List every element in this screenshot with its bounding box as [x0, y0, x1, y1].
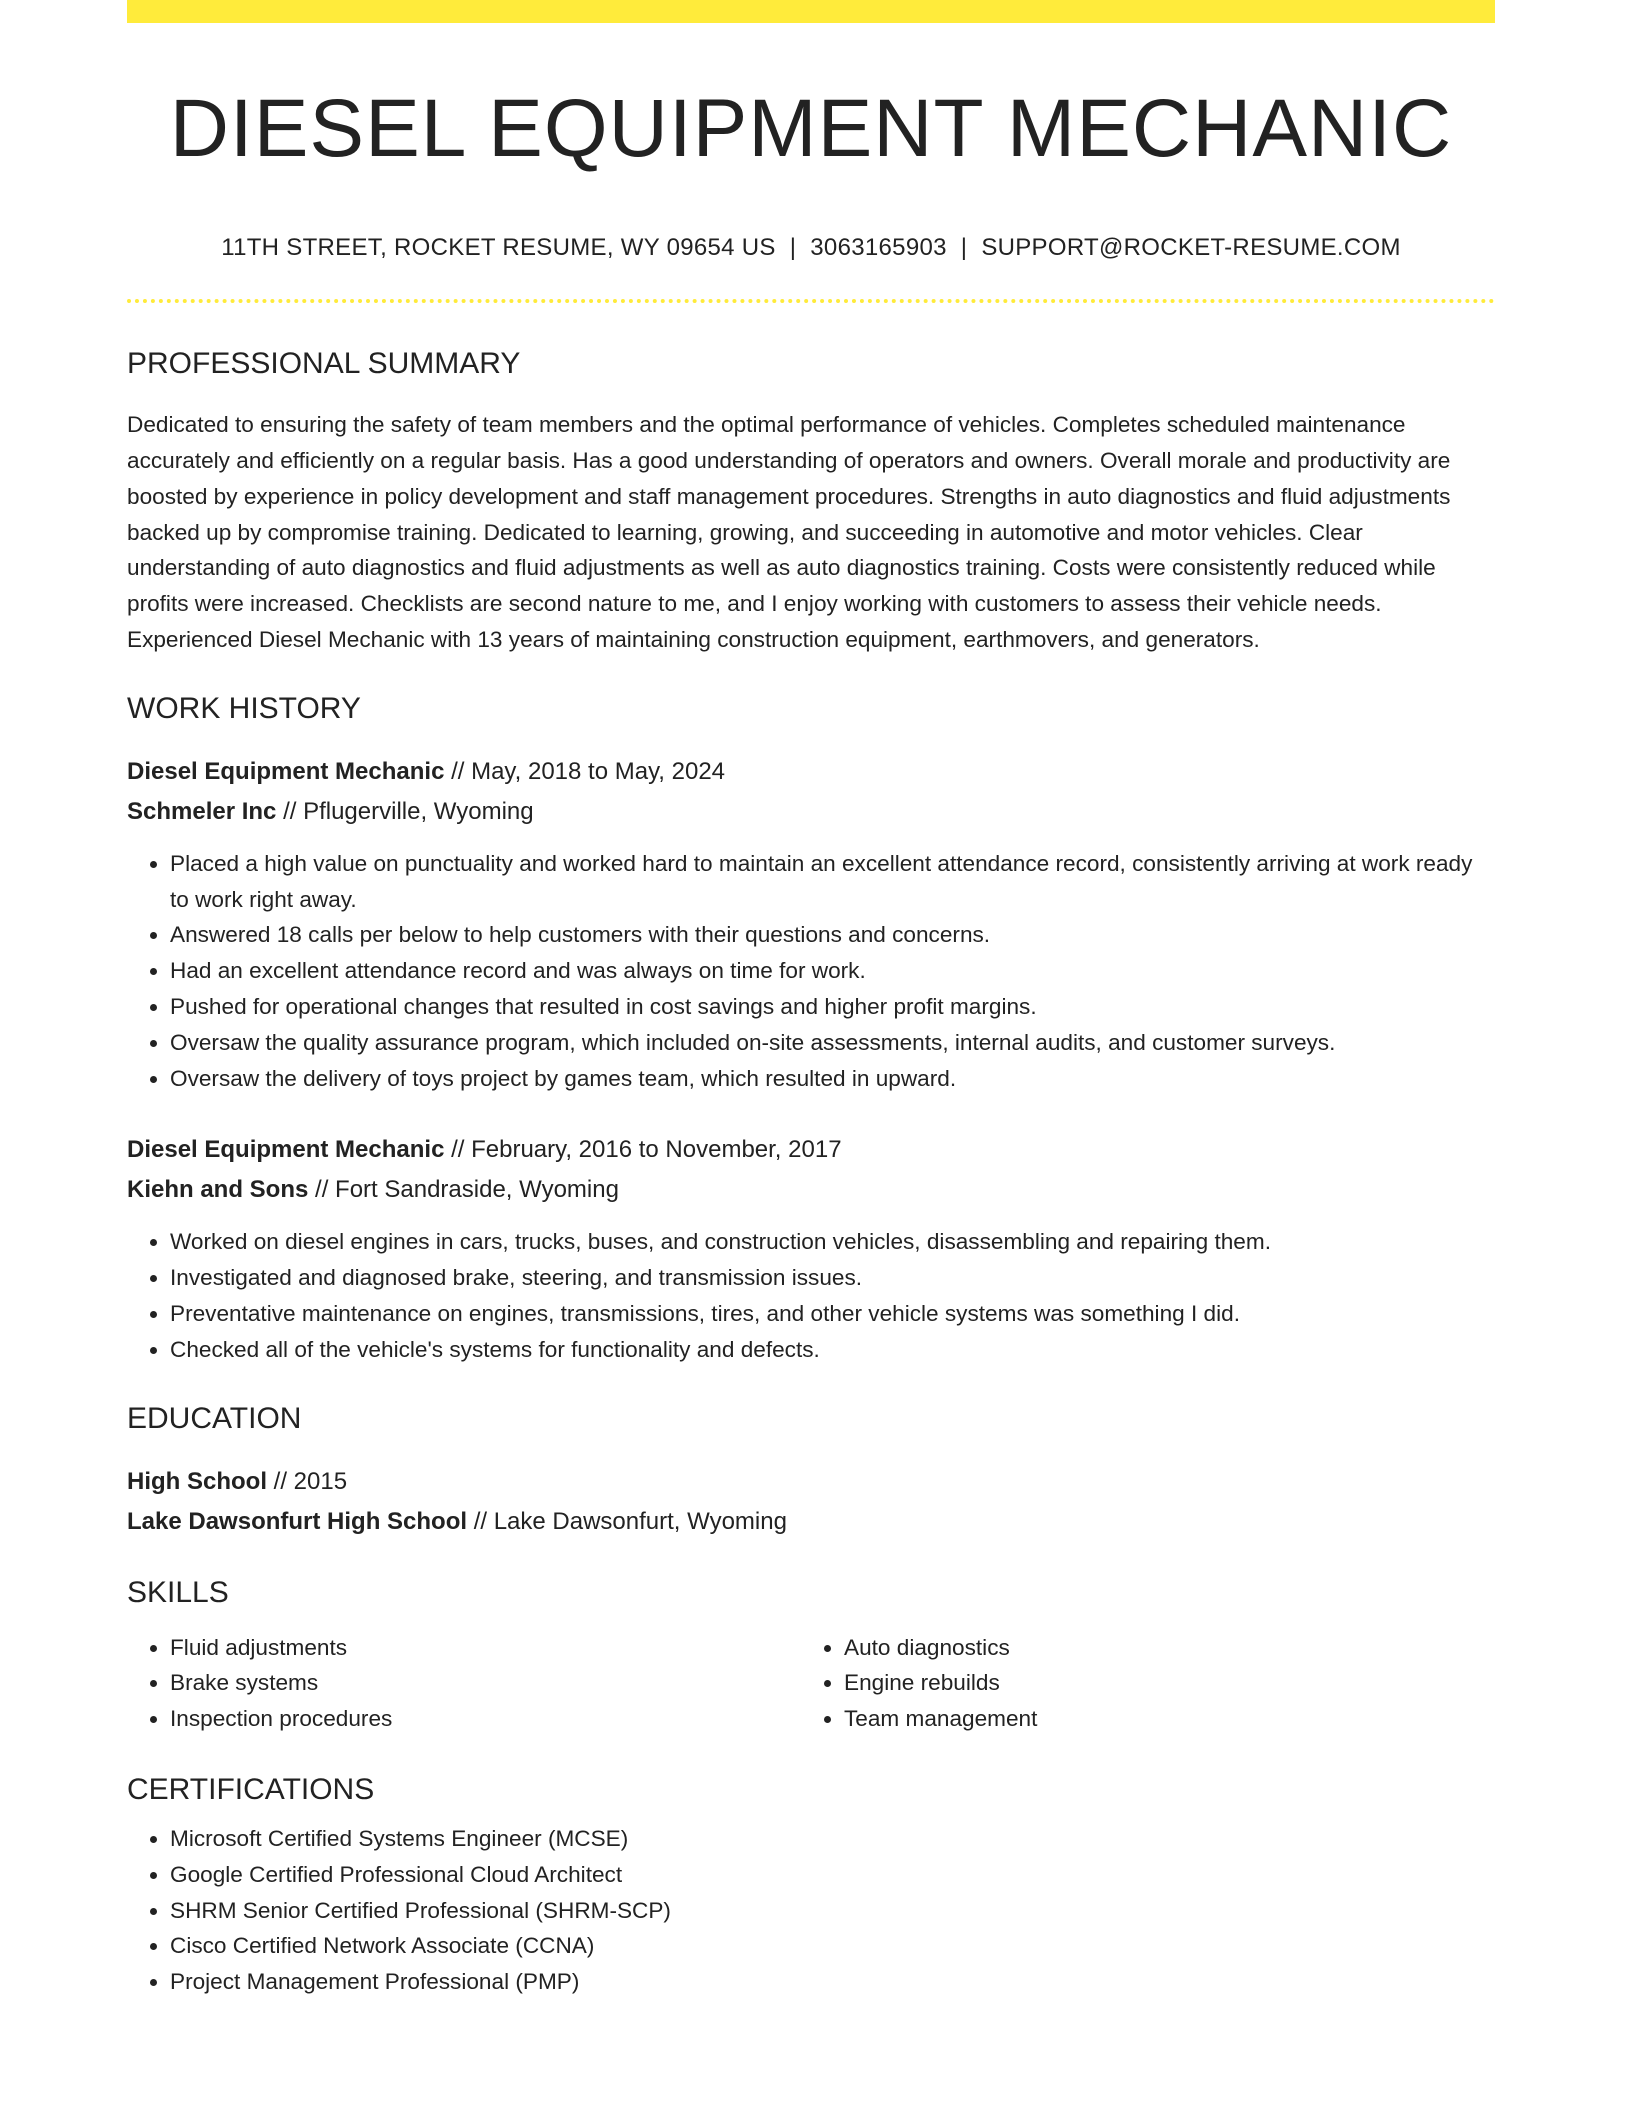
list-item: • Oversaw the delivery of toys project by games team, which resulted in upward. — [170, 1061, 1495, 1097]
education-year: // 2015 — [267, 1467, 348, 1495]
education-location: // Lake Dawsonfurt, Wyoming — [467, 1507, 787, 1535]
contact-separator: | — [960, 234, 968, 262]
education-school-line — [127, 1502, 1495, 1542]
list-item: • Auto diagnostics — [844, 1630, 1475, 1666]
list-item: • Inspection procedures — [170, 1701, 801, 1737]
education-entry — [127, 1462, 1495, 1542]
list-item: • Oversaw the quality assurance program, which included on-site assessments, internal audits, and customer surveys. — [170, 1025, 1495, 1061]
job-company-line — [127, 1170, 1495, 1210]
contact-separator: | — [789, 234, 797, 262]
page-title: DIESEL EQUIPMENT MECHANIC — [169, 83, 1453, 174]
job-entry — [127, 752, 1495, 1097]
list-item: • Pushed for operational changes that resulted in cost savings and higher profit margins. — [170, 989, 1495, 1025]
list-item: • Team management — [844, 1701, 1475, 1737]
summary-text: Dedicated to ensuring the safety of team members and the optimal performance of vehicles. Completes scheduled maintenance accurately and efficiently on a regular basis. Has a good understanding of operators and owners. Overall morale and productivity are boosted by experience in policy development and staff management procedures. Strengths in auto diagnostics and fluid adjustments backed up by compromise training. Dedicated to learning, growing, and succeeding in automotive and motor vehicles. Clear understanding of auto diagnostics and fluid adjustments as well as auto diagnostics training. Costs were consistently reduced while profits were increased. Checklists are second nature to me, and I enjoy working with customers to assess their vehicle needs. Experienced Diesel Mechanic with 13 years of maintaining construction equipment, earthmovers, and generators. — [127, 412, 1451, 652]
job-dates: // May, 2018 to May, 2024 — [444, 757, 726, 785]
job-company: Kiehn and Sons — [127, 1176, 309, 1204]
list-item: • Fluid adjustments — [170, 1630, 801, 1666]
contact-email: SUPPORT@ROCKET-RESUME.COM — [981, 234, 1401, 262]
list-item: • Investigated and diagnosed brake, steering, and transmission issues. — [170, 1260, 1495, 1296]
list-item: • Project Management Professional (PMP) — [170, 1964, 1495, 2000]
list-item: • Worked on diesel engines in cars, trucks, buses, and construction vehicles, disassembling and repairing them. — [170, 1224, 1495, 1260]
list-item: • Google Certified Professional Cloud Architect — [170, 1857, 1495, 1893]
contact-address: 11TH STREET, ROCKET RESUME, WY 09654 US — [221, 234, 776, 262]
list-item: • Checked all of the vehicle's systems for functionality and defects. — [170, 1332, 1495, 1368]
list-item: • Microsoft Certified Systems Engineer (MCSE) — [170, 1821, 1495, 1857]
skills-grid — [127, 1630, 1495, 1737]
certifications-list — [127, 1821, 1495, 2000]
skills-heading: SKILLS — [127, 1575, 229, 1609]
list-item: • Engine rebuilds — [844, 1665, 1475, 1701]
contact-phone: 3063165903 — [810, 234, 947, 262]
certifications-heading: CERTIFICATIONS — [127, 1772, 375, 1806]
list-item: • Brake systems — [170, 1665, 801, 1701]
job-location: // Pflugerville, Wyoming — [276, 797, 534, 825]
education-degree: High School — [127, 1467, 267, 1495]
job-role: Diesel Equipment Mechanic — [127, 757, 445, 785]
list-item: • Placed a high value on punctuality and worked hard to maintain an excellent attendance record, consistently arriving at work ready to work right away. — [170, 846, 1495, 918]
list-item: • Preventative maintenance on engines, transmissions, tires, and other vehicle systems was something I did. — [170, 1296, 1495, 1332]
job-role: Diesel Equipment Mechanic — [127, 1136, 445, 1164]
list-item: • Had an excellent attendance record and was always on time for work. — [170, 953, 1495, 989]
contact-line — [127, 234, 1495, 262]
education-school: Lake Dawsonfurt High School — [127, 1507, 468, 1535]
skills-column-left — [127, 1630, 801, 1737]
list-item: • Cisco Certified Network Associate (CCNA) — [170, 1928, 1495, 1964]
job-company-line — [127, 792, 1495, 832]
job-bullets — [127, 1224, 1495, 1367]
education-degree-line — [127, 1462, 1495, 1502]
education-heading: EDUCATION — [127, 1401, 302, 1435]
job-role-line — [127, 752, 1495, 792]
list-item: • Answered 18 calls per below to help customers with their questions and concerns. — [170, 917, 1495, 953]
dotted-divider — [127, 299, 1495, 303]
job-company: Schmeler Inc — [127, 797, 277, 825]
list-item: • SHRM Senior Certified Professional (SHRM-SCP) — [170, 1893, 1495, 1929]
work-history-heading: WORK HISTORY — [127, 691, 361, 725]
skills-column-right — [801, 1630, 1475, 1737]
summary-heading: PROFESSIONAL SUMMARY — [127, 347, 521, 381]
job-bullets — [127, 846, 1495, 1097]
job-role-line — [127, 1130, 1495, 1170]
resume-page — [127, 0, 1495, 2000]
job-location: // Fort Sandraside, Wyoming — [308, 1176, 619, 1204]
job-entry — [127, 1130, 1495, 1367]
job-dates: // February, 2016 to November, 2017 — [444, 1136, 842, 1164]
top-accent-bar — [127, 0, 1495, 23]
